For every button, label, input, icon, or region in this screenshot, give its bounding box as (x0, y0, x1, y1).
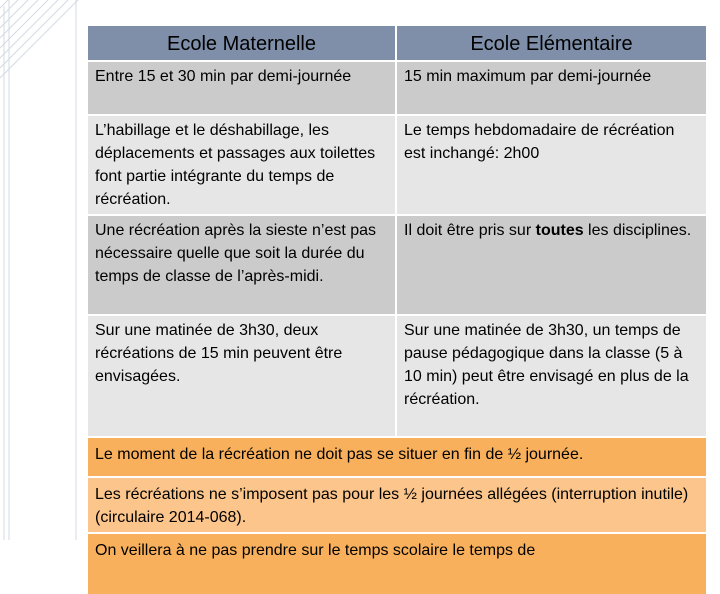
note-row (88, 438, 706, 478)
row-2-elementaire: Le temps hebdomadaire de récréation est inchangé: 2h00 (404, 122, 675, 162)
note-row (88, 534, 706, 594)
row-4-maternelle: Sur une matinée de 3h30, deux récréations de 15 min peuvent être envisagées. (88, 316, 397, 436)
table-row (88, 216, 706, 316)
table-row (88, 62, 706, 116)
row-3-text-start: Il doit être pris sur (404, 222, 536, 239)
row-2-maternelle: L’habillage et le déshabillage, les déplacements et passages aux toilettes font partie intégrante du temps de récréation. (88, 116, 397, 214)
note-row (88, 478, 706, 534)
row-3-text-end: les disciplines. (583, 222, 692, 239)
header-ecole-elementaire: Ecole Elémentaire (397, 26, 706, 62)
row-3-elementaire (397, 216, 706, 314)
row-3-text-bold: toutes (535, 222, 584, 239)
note-fin-demi-journee: Le moment de la récréation ne doit pas se situer en fin de ½ journée. (95, 446, 584, 463)
note-temps-scolaire: On veillera à ne pas prendre sur le temps scolaire le temps de (95, 542, 536, 559)
row-1-elementaire: 15 min maximum par demi-journée (404, 68, 652, 85)
row-4-elementaire: Sur une matinée de 3h30, un temps de pause pédagogique dans la classe (5 à 10 min) peut être envisagé en plus de la récréation. (404, 322, 689, 408)
table-header-row (88, 26, 706, 62)
decorative-corner-lines (0, 0, 80, 540)
header-ecole-maternelle: Ecole Maternelle (88, 26, 397, 62)
table-row (88, 316, 706, 438)
row-1-maternelle: Entre 15 et 30 min par demi-journée (88, 62, 397, 114)
table-row (88, 116, 706, 216)
note-journees-allegees: Les récréations ne s’imposent pas pour les ½ journées allégées (interruption inutile) (circulaire 2014-068). (95, 486, 689, 526)
recreation-table (88, 26, 706, 594)
row-3-maternelle: Une récréation après la sieste n’est pas nécessaire quelle que soit la durée du temps de classe de l’après-midi. (88, 216, 397, 314)
